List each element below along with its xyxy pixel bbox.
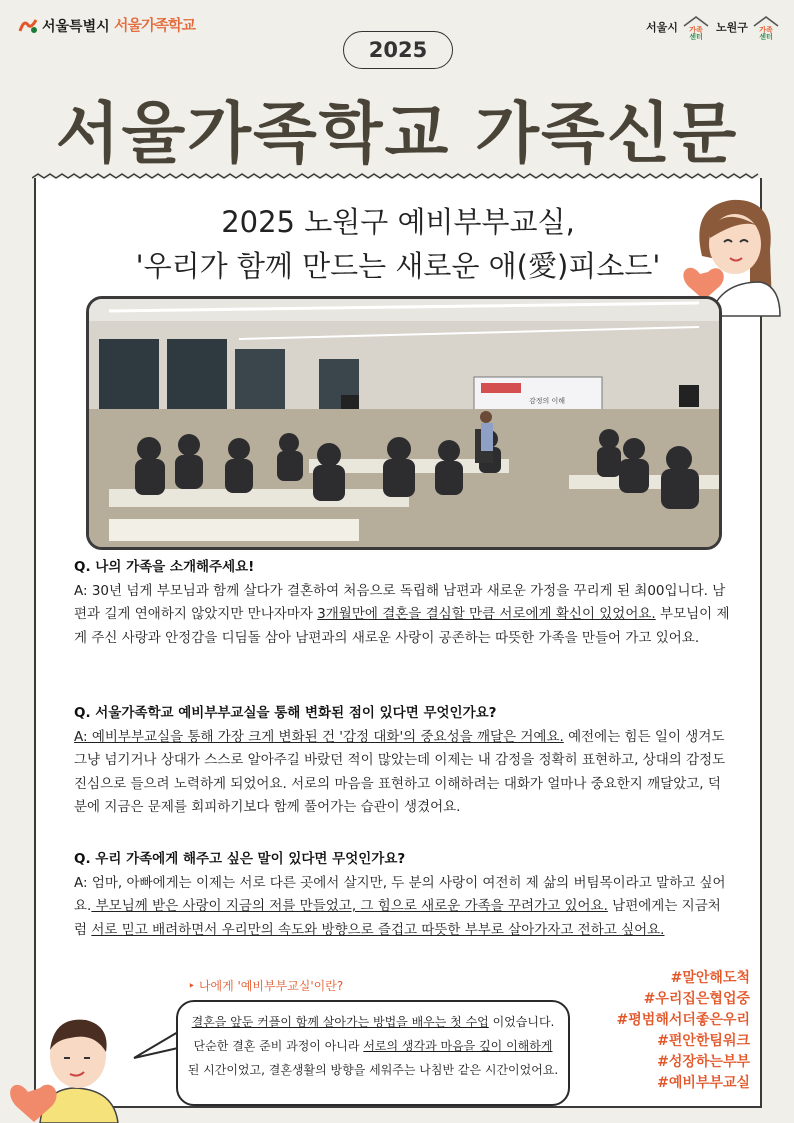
article-title	[60, 200, 736, 288]
svg-text:가족: 가족	[759, 26, 773, 34]
nowon-family-center-logo	[716, 14, 781, 40]
paper-torn-edge	[32, 170, 762, 184]
answer-3-mid: 남편에게는 지금처럼	[74, 898, 721, 938]
seoul-family-center-logo	[646, 14, 711, 40]
hashtag: #말안해도척	[670, 970, 750, 986]
class-photo-image	[89, 299, 719, 547]
newspaper-title: 서울가족학교 가족신문	[55, 95, 739, 172]
hashtag: #편안한팀워크	[657, 1033, 750, 1049]
answer-3-highlight-2: 서로 믿고 배려하면서 우리만의 속도와 방향으로 즐겁고 따뜻한 부부로 살아가자고 전하고 싶어요.	[91, 921, 665, 938]
qa-block-2	[74, 702, 730, 820]
svg-text:가족: 가족	[689, 26, 703, 34]
answer-1	[74, 580, 730, 651]
note-label: ‣ 나에게 '예비부부교실'이란?	[188, 979, 344, 993]
svg-text:센터: 센터	[759, 33, 773, 40]
right-logo-nowon-text: 노원구	[716, 21, 748, 34]
slide-title: 감정의 이해	[529, 397, 566, 405]
answer-2-rest: 예전에는 힘든 일이 생겨도 그냥 넘기거나 상대가 스스로 알아주길 바랐던 적이 많았는데 이제는 내 감정을 정확히 표현하고, 상대의 감정도 진심으로 들으려 노력하게 되었어요. 서로의 마음을 표현하고 이해하려는 대화가 얼마나 중요한지 깨달았고, 덕분에 지금은 문제를 회피하기보다 함께 풀어가는 습관이 생겼어요.	[74, 728, 726, 815]
answer-3-highlight: 부모님께 받은 사랑이 지금의 저를 만들었고, 그 힘으로 새로운 가족을 꾸려가고 있어요.	[91, 898, 608, 914]
right-logo-seoul-text: 서울시	[646, 21, 678, 34]
hashtag: #성장하는부부	[657, 1054, 750, 1070]
note-line-2-highlight: 서로의 생각과 마음을 깊이 이해하게	[363, 1039, 553, 1053]
qa-block-1	[74, 556, 730, 650]
note-line-2	[178, 1034, 568, 1058]
seoul-city-logo	[18, 16, 110, 36]
hashtag: #우리집은협업중	[643, 991, 750, 1007]
article-title-line2: '우리가 함께 만드는 새로운 애(愛)피소드'	[135, 249, 661, 283]
seoul-mark-icon	[18, 17, 38, 35]
qa-block-3	[74, 848, 730, 942]
class-photo	[86, 296, 722, 550]
seoul-family-school-logo: 서울가족학교	[114, 16, 195, 34]
family-center-house-icon	[681, 14, 711, 40]
hashtag-list	[590, 968, 750, 1094]
seoul-logo-text: 서울특별시	[42, 19, 110, 35]
answer-1-rest: 부모님이 제게 주신 사랑과 안정감을 디딤돌 삼아 남편과의 새로운 사랑이 공존하는 따뜻한 가족을 만들어 가고 있어요.	[74, 606, 730, 646]
question-1: Q. 나의 가족을 소개해주세요!	[74, 559, 255, 575]
answer-3-text: A: 엄마, 아빠에게는 이제는 서로 다른 곳에서 살지만, 두 분의 사랑이 여전히 제 삶의 버팀목이라고 말하고 싶어요.	[74, 874, 726, 914]
hashtag: #예비부부교실	[657, 1075, 750, 1091]
hashtag: #평범해서더좋은우리	[616, 1012, 750, 1028]
note-line-2-text: 단순한 결혼 준비 과정이 아니라	[193, 1039, 364, 1053]
note-line-1	[178, 1010, 568, 1034]
note-line-1-rest: 이었습니다.	[488, 1015, 555, 1029]
question-2: Q. 서울가족학교 예비부부교실을 통해 변화된 점이 있다면 무엇인가요?	[74, 705, 497, 721]
man-character-illustration	[10, 1012, 136, 1123]
answer-2	[74, 726, 730, 820]
speech-bubble-tail	[132, 1028, 182, 1068]
answer-1-highlight: 3개월만에 결혼을 결심할 만큼 서로에게 확신이 있었어요.	[317, 606, 656, 622]
article-title-line1: 2025 노원구 예비부부교실,	[221, 205, 575, 239]
question-3: Q. 우리 가족에게 해주고 싶은 말이 있다면 무엇인가요?	[74, 851, 406, 867]
note-line-3: 된 시간이었고, 결혼생활의 방향을 세워주는 나침반 같은 시간이었어요.	[187, 1063, 559, 1077]
note-line-1-highlight: 결혼을 앞둔 커플이 함께 살아가는 방법을 배우는 첫 수업	[191, 1015, 489, 1029]
answer-1-text: A: 30년 넘게 부모님과 함께 살다가 결혼하여 처음으로 독립해 남편과 새로운 가정을 꾸리게 된 최00입니다. 남편과 길게 연애하지 않았지만 만나자마자	[74, 582, 726, 622]
svg-text:센터: 센터	[689, 33, 703, 40]
answer-2-highlight: A: 예비부부교실을 통해 가장 크게 변화된 건 '감정 대화'의 중요성을 깨달은 거예요.	[74, 728, 564, 745]
year-badge: 2025	[343, 31, 453, 69]
family-center-house-icon	[751, 14, 781, 40]
speech-bubble	[176, 1000, 570, 1106]
answer-3	[74, 872, 730, 943]
